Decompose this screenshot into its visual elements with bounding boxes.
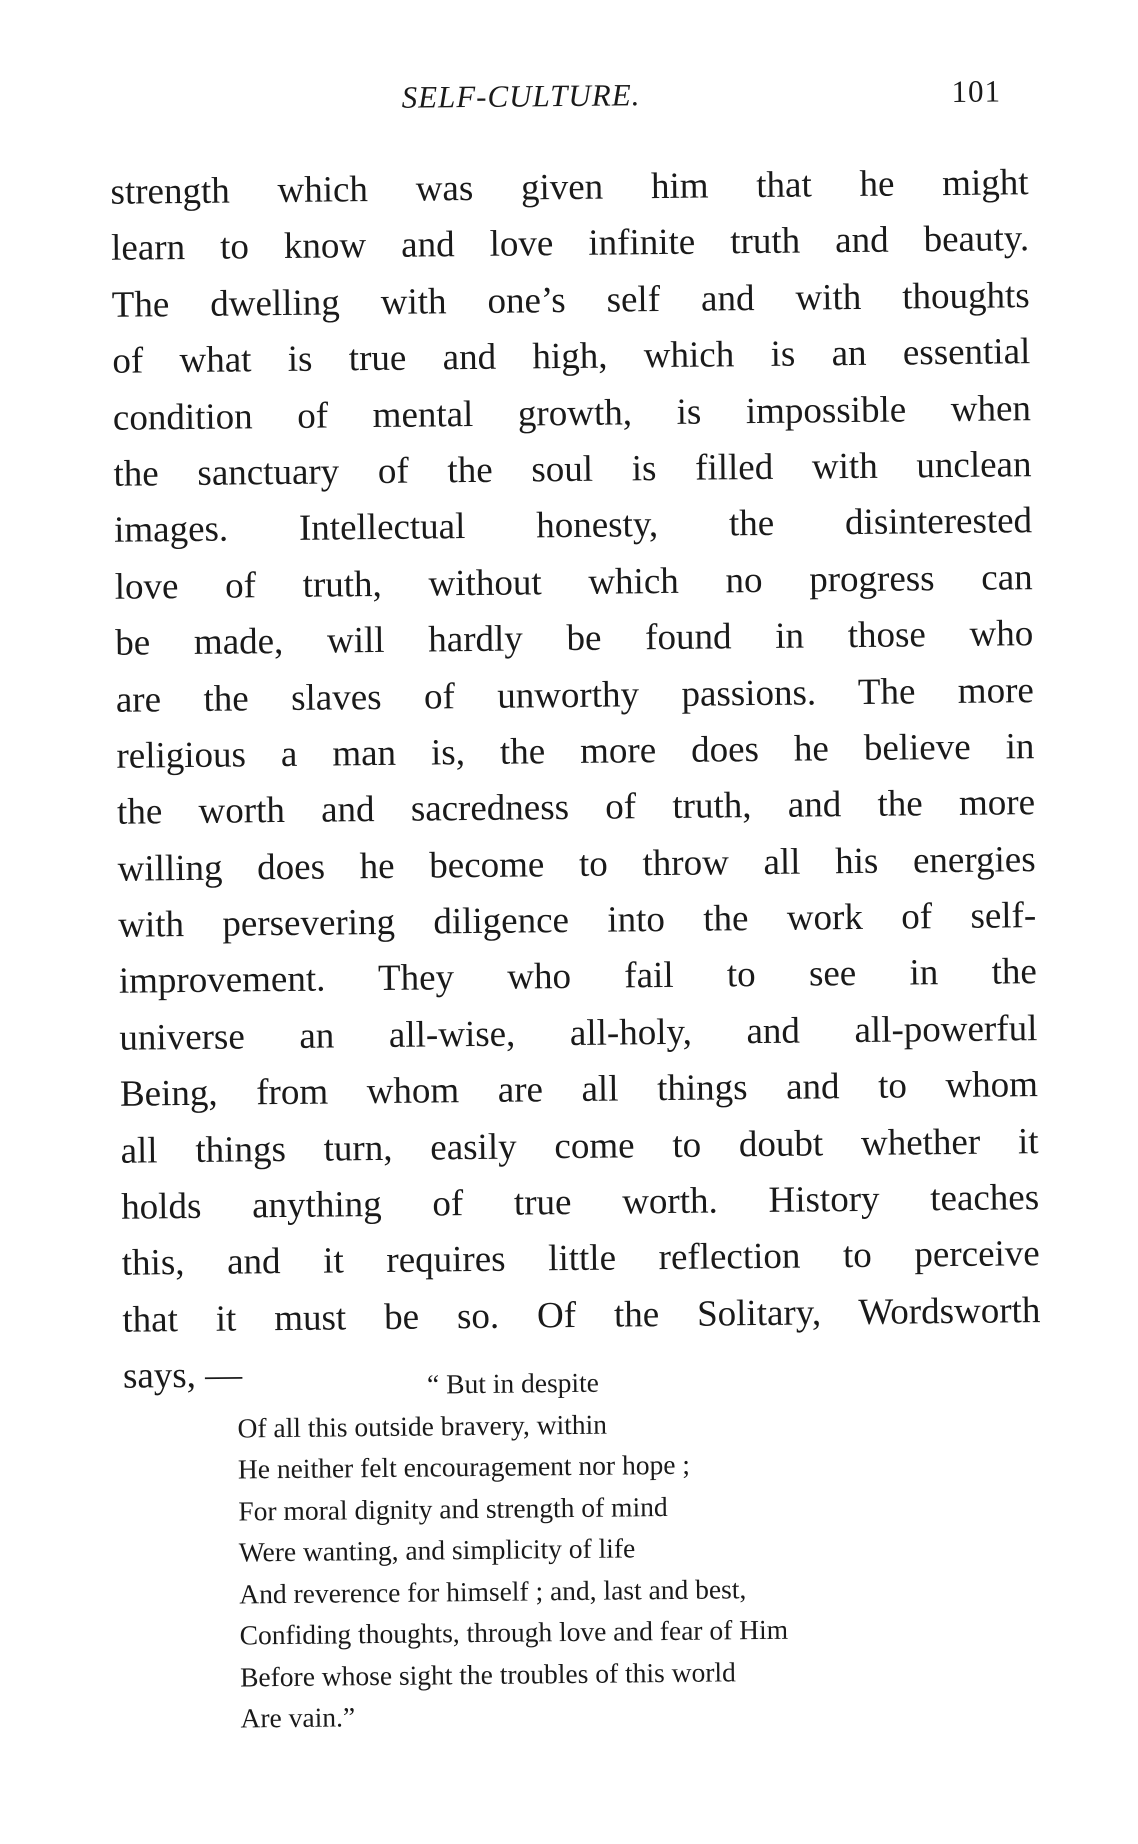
verse-line: Confiding thoughts, through love and fear of Him (239, 1613, 789, 1651)
body-line: universe an all-wise, all-holy, and all-powerful (119, 1007, 1038, 1059)
body-line: love of truth, without which no progress can (114, 556, 1033, 608)
body-line: holds anything of true worth. History teaches (120, 1177, 1040, 1228)
body-line: willing does he become to throw all his energies (117, 838, 1036, 890)
body-line: The dwelling with one’s self and with thoughts (111, 274, 1030, 326)
body-line: the sanctuary of the soul is filled with unclean (113, 444, 1032, 495)
verse-line: He neither felt encouragement nor hope ; (237, 1448, 691, 1485)
running-title: SELF-CULTURE. (401, 77, 641, 115)
body-line: strength which was given him that he might (110, 162, 1029, 213)
verse-line: “ But in despite (426, 1366, 600, 1400)
body-line: condition of mental growth, is impossible when (112, 387, 1032, 439)
body-line: be made, will hardly be found in those who (115, 613, 1034, 664)
verse-line: Are vain.” (240, 1701, 356, 1734)
body-line: with persevering diligence into the work of self- (118, 895, 1037, 946)
body-line: of what is true and high, which is an essential (112, 331, 1031, 382)
body-line: are the slaves of unworthy passions. The more (115, 669, 1035, 721)
body-line: improvement. They who fail to see in the (118, 951, 1037, 1003)
body-line: says, — (122, 1354, 243, 1397)
verse-quotation (237, 1360, 789, 1739)
body-line: learn to know and love infinite truth and beauty. (110, 218, 1030, 270)
body-line: Being, from whom are all things and to whom (119, 1064, 1039, 1115)
body-line: that it must be so. Of the Solitary, Wordsworth (122, 1289, 1041, 1341)
page-number: 101 (951, 73, 1002, 109)
body-line: the worth and sacredness of truth, and the more (116, 782, 1036, 834)
body-line: images. Intellectual honesty, the disinterested (113, 500, 1033, 552)
body-line: all things turn, easily come to doubt whether it (120, 1120, 1039, 1172)
body-line: religious a man is, the more does he believe in (116, 726, 1035, 777)
body-line: this, and it requires little reflection to perceive (121, 1233, 1040, 1285)
verse-line: Of all this outside bravery, within (237, 1408, 608, 1444)
body-text (110, 155, 1041, 1405)
verse-line: Before whose sight the troubles of this world (239, 1655, 736, 1692)
verse-line: Were wanting, and simplicity of life (238, 1532, 636, 1568)
verse-line: For moral dignity and strength of mind (238, 1490, 668, 1527)
verse-line: And reverence for himself ; and, last and best, (239, 1572, 747, 1610)
